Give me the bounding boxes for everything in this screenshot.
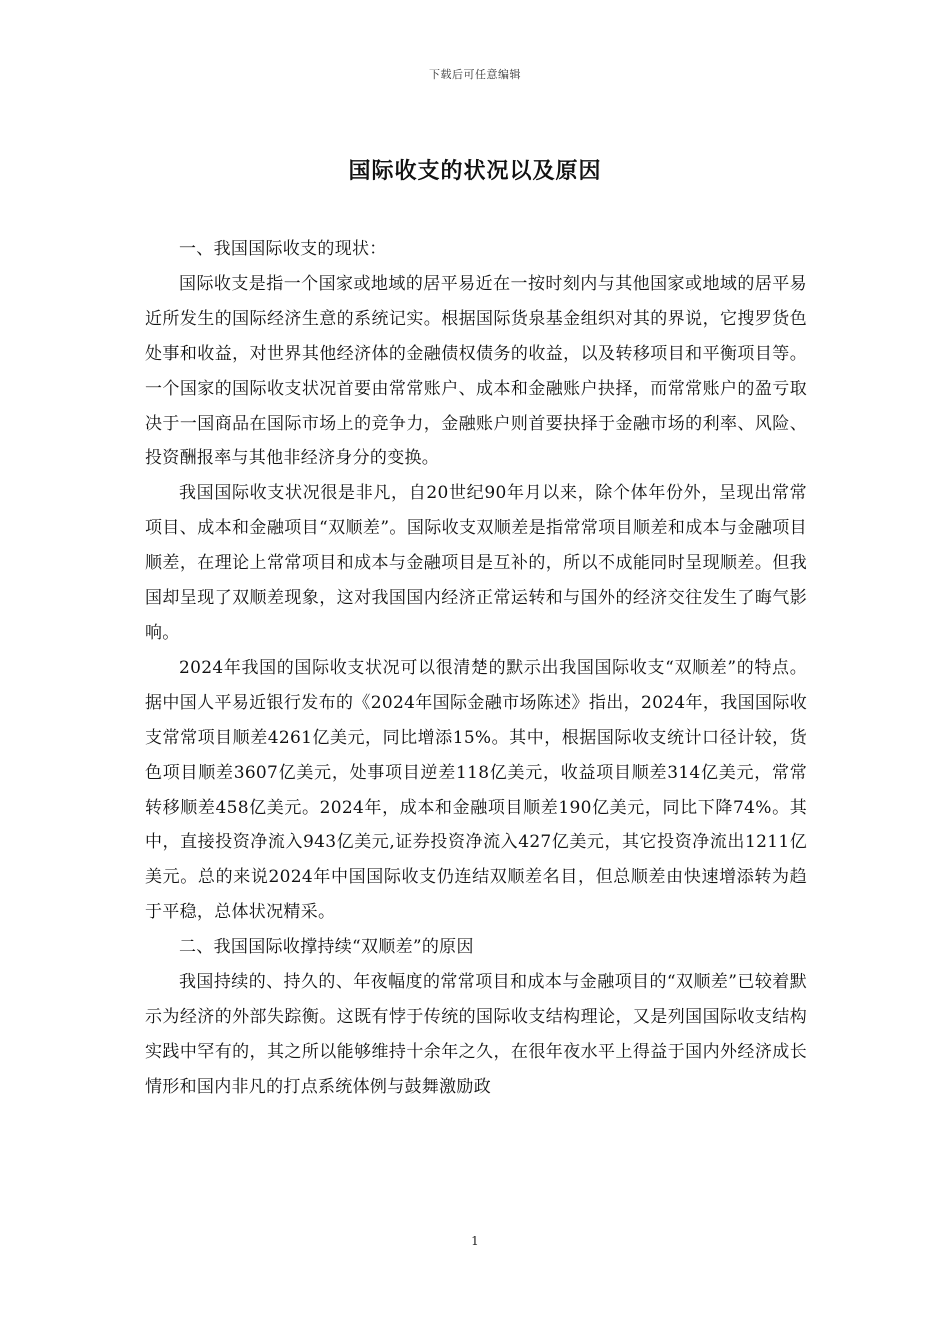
paragraph-2024-data: 2024年我国的国际收支状况可以很清楚的默示出我国国际收支“双顺差”的特点。据中国人平易近银行发布的《2024年国际金融市场陈述》指出，2024年，我国国际收支常常项目顺差4261亿美元，同比增添15%。其中，根据国际收支统计口径计较，货色项目顺差3607亿美元，处事项目逆差118亿美元，收益项目顺差314亿美元，常常转移顺差458亿美元。2024年，成本和金融项目顺差190亿美元，同比下降74%。其中，直接投资净流入943亿美元,证券投资净流入427亿美元，其它投资净流出1211亿美元。总的来说2024年中国国际收支仍连结双顺差名目，但总顺差由快速增添转为趋于平稳，总体状况精采。	[145, 657, 807, 923]
page-number: 1	[471, 1234, 479, 1248]
document-body	[145, 232, 807, 1105]
document-title: 国际收支的状况以及原因	[348, 158, 602, 184]
paragraph-reasons: 我国持续的、持久的、年夜幅度的常常项目和成本与金融项目的“双顺差”已较着默示为经济的外部失踪衡。这既有悖于传统的国际收支结构理论，又是列国国际收支结构实践中罕有的，其之所以能够维持十余年之久，在很年夜水平上得益于国内外经济成长情形和国内非凡的打点系统体例与鼓舞激励政	[145, 972, 807, 1097]
paragraph-double-surplus: 我国国际收支状况很是非凡，自20世纪90年月以来，除个体年份外，呈现出常常项目、成本和金融项目“双顺差”。国际收支双顺差是指常常项目顺差和成本与金融项目顺差，在理论上常常项目和成本与金融项目是互补的，所以不成能同时呈现顺差。但我国却呈现了双顺差现象，这对我国国内经济正常运转和与国外的经济交往发生了晦气影响。	[145, 483, 807, 643]
paragraph-definition: 国际收支是指一个国家或地域的居平易近在一按时刻内与其他国家或地域的居平易近所发生的国际经济生意的系统记实。根据国际货泉基金组织对其的界说，它搜罗货色处事和收益，对世界其他经济体的金融债权债务的收益，以及转移项目和平衡项目等。一个国家的国际收支状况首要由常常账户、成本和金融账户抉择，而常常账户的盈亏取决于一国商品在国际市场上的竞争力，金融账户则首要抉择于金融市场的利率、风险、投资酬报率与其他非经济身分的变换。	[145, 273, 807, 469]
section-heading-current-status: 一、我国国际收支的现状：	[179, 239, 387, 259]
section-heading-reasons: 二、我国国际收撑持续“双顺差”的原因	[179, 937, 474, 958]
header-note: 下载后可任意编辑	[429, 68, 521, 81]
